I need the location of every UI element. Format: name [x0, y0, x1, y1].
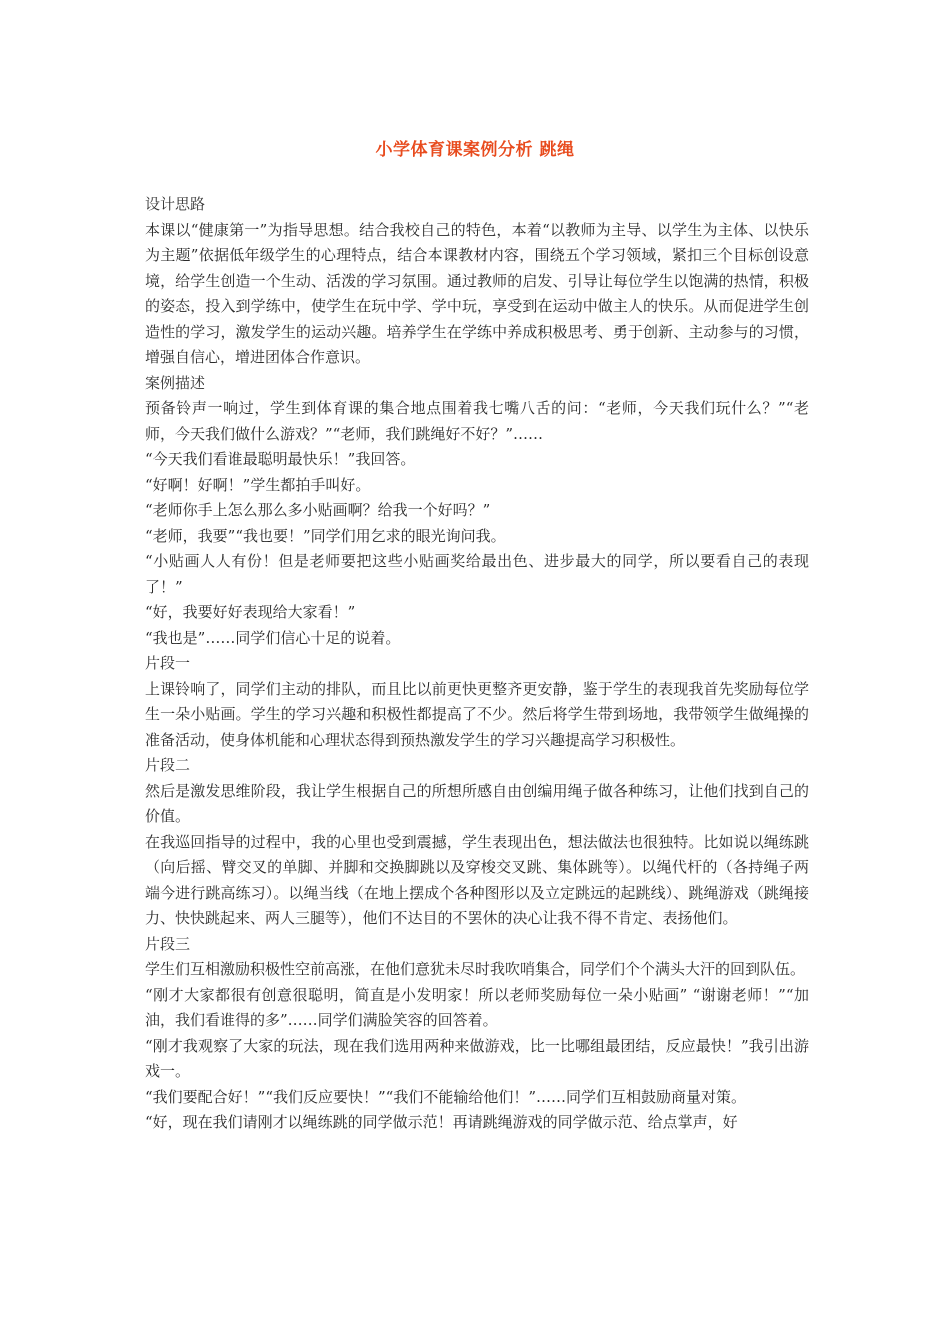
document-title: 小学体育课案例分析 跳绳 — [375, 140, 575, 160]
section-heading-segment-2: 片段二 — [145, 756, 191, 774]
paragraph: 学生们互相激励积极性空前高涨，在他们意犹未尽时我吹哨集合，同学们个个满头大汗的回到队伍。 — [145, 960, 806, 978]
document-body — [145, 192, 809, 1136]
paragraph: “刚才我观察了大家的玩法，现在我们选用两种来做游戏，比一比哪组最团结，反应最快！”我引出游戏一。 — [145, 1036, 809, 1080]
paragraph: “好，现在我们请刚才以绳练跳的同学做示范！再请跳绳游戏的同学做示范、给点掌声，好 — [145, 1113, 738, 1131]
section-heading-segment-3: 片段三 — [145, 934, 191, 953]
paragraph: “好啊！好啊！”学生都拍手叫好。 — [145, 475, 371, 494]
paragraph: 预备铃声一响过，学生到体育课的集合地点围着我七嘴八舌的问：“老师，今天我们玩什么？”“老师，今天我们做什么游戏？”“老师，我们跳绳好不好？”…… — [145, 399, 809, 443]
paragraph: “好，我要好好表现给大家看！” — [145, 603, 356, 621]
paragraph: “小贴画人人有份！但是老师要把这些小贴画奖给最出色、进步最大的同学，所以要看自己的表现了！” — [145, 552, 809, 596]
section-heading-segment-1: 片段一 — [145, 654, 191, 672]
paragraph: “今天我们看谁最聪明最快乐！”我回答。 — [145, 450, 416, 468]
paragraph: “老师，我要”“我也要！”同学们用乞求的眼光询问我。 — [145, 526, 506, 545]
paragraph: 本课以“健康第一”为指导思想。结合我校自己的特色，本着“以教师为主导、以学生为主体、以快乐为主题”依据低年级学生的心理特点，结合本课教材内容，围绕五个学习领域，紧扣三个目标创设意境，给学生创造一个生动、活泼的学习氛围。通过教师的启发、引导让每位学生以饱满的热情，积极的姿态，投入到学练中，使学生在玩中学、学中玩，享受到在运动中做主人的快乐。从而促进学生创造性的学习，激发学生的运动兴趣。培养学生在学练中养成积极思考、勇于创新、主动参与的习惯，增强自信心，增进团体合作意识。 — [145, 220, 809, 366]
section-heading-case: 案例描述 — [145, 373, 206, 392]
paragraph: “刚才大家都很有创意很聪明，简直是小发明家！所以老师奖励每位一朵小贴画” “谢谢老师！”“加油，我们看谁得的多”……同学们满脸笑容的回答着。 — [145, 985, 809, 1029]
paragraph: 然后是激发思维阶段，我让学生根据自己的所想所感自由创编用绳子做各种练习，让他们找到自己的价值。 — [145, 781, 809, 825]
paragraph: “老师你手上怎么那么多小贴画啊？给我一个好吗？” — [145, 501, 491, 519]
section-heading-design: 设计思路 — [145, 195, 206, 213]
paragraph: “我也是”……同学们信心十足的说着。 — [145, 628, 401, 647]
paragraph: 在我巡回指导的过程中，我的心里也受到震撼，学生表现出色，想法做法也很独特。比如说以绳练跳（向后摇、臂交叉的单脚、并脚和交换脚跳以及穿梭交叉跳、集体跳等）。以绳代杆的（各持绳子两端今进行跳高练习）。以绳当线（在地上摆成个各种图形以及立定跳远的起跳线）、跳绳游戏（跳绳接力、快快跳起来、两人三腿等），他们不达目的不罢休的决心让我不得不肯定、表扬他们。 — [145, 832, 809, 927]
paragraph: “我们要配合好！”“我们反应要快！”“我们不能输给他们！”……同学们互相鼓励商量对策。 — [145, 1087, 747, 1106]
paragraph: 上课铃响了，同学们主动的排队，而且比以前更快更整齐更安静，鉴于学生的表现我首先奖励每位学生一朵小贴画。学生的学习兴趣和积极性都提高了不少。然后将学生带到场地，我带领学生做绳操的准备活动，使身体机能和心理状态得到预热激发学生的学习兴趣提高学习积极性。 — [145, 679, 809, 749]
